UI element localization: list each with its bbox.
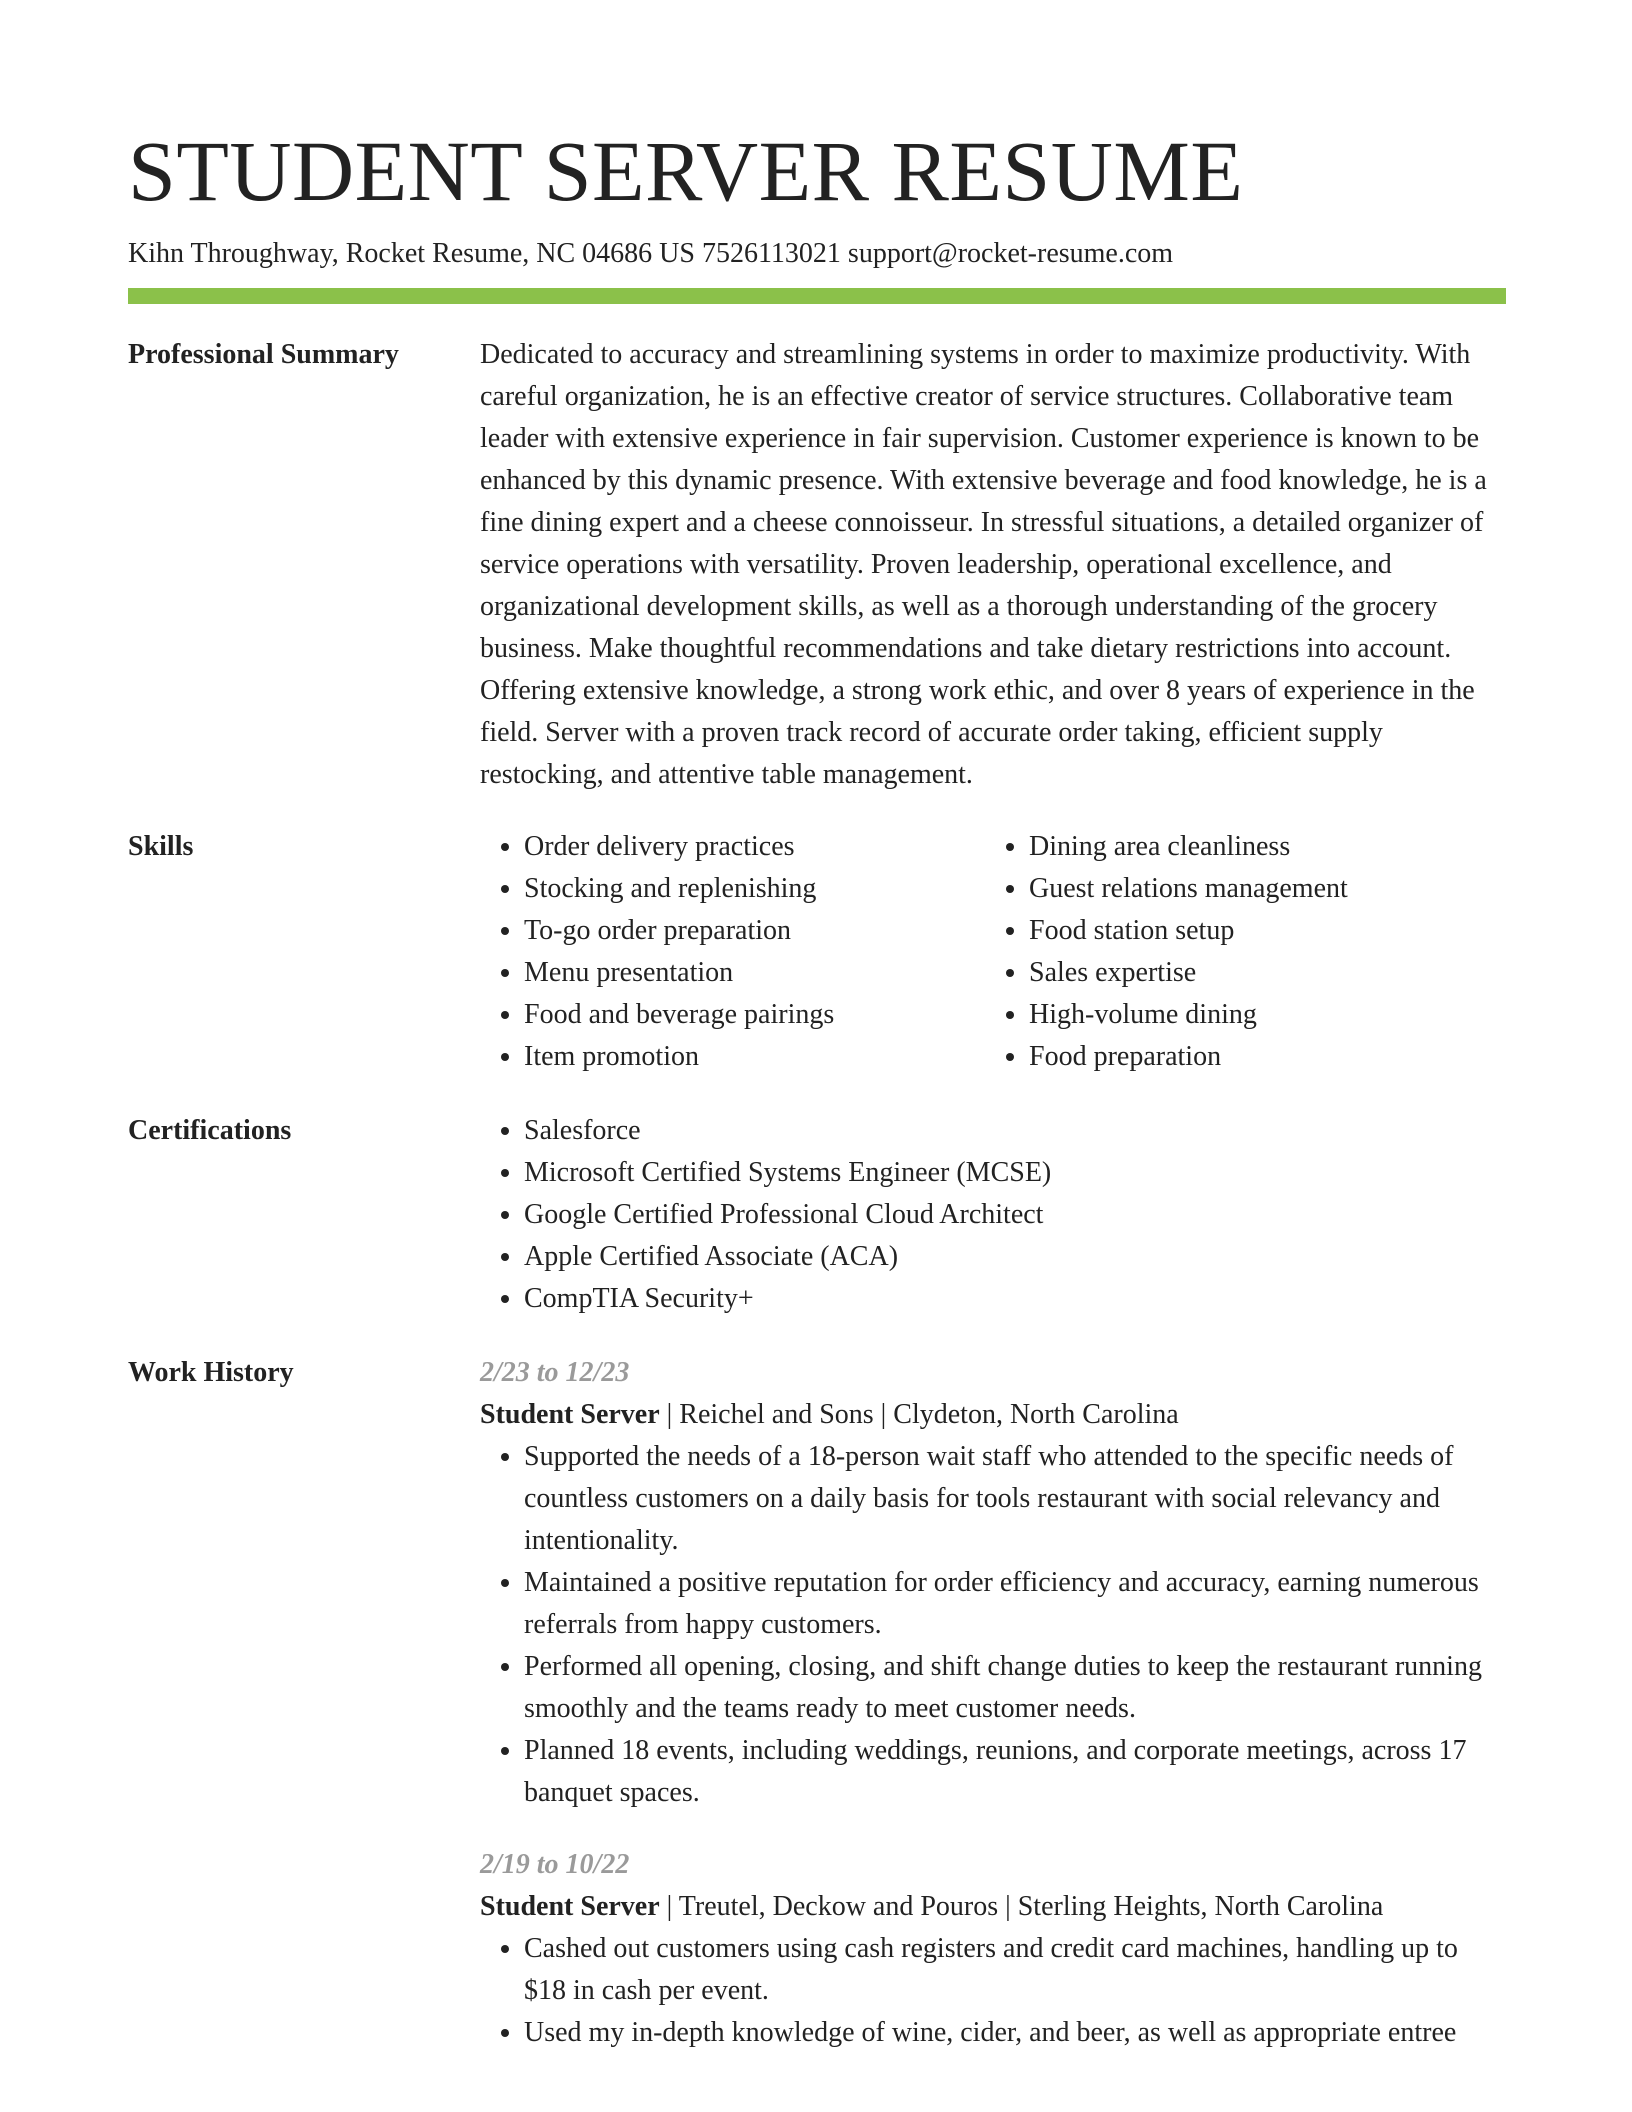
skills-columns xyxy=(480,826,1506,1078)
skill-item: • High-volume dining xyxy=(1029,994,1490,1036)
section-label-work-history: Work History xyxy=(128,1357,294,1388)
skill-item: • Order delivery practices xyxy=(524,826,985,868)
skill-item: • Stocking and replenishing xyxy=(524,868,985,910)
certification-item: • Google Certified Professional Cloud Architect xyxy=(524,1194,1506,1236)
skill-item: • Menu presentation xyxy=(524,952,985,994)
summary-text: Dedicated to accuracy and streamlining systems in order to maximize productivity. With careful organization, he is an effective creator of service structures. Collaborative team leader with extensive experience in fair supervision. Customer experience is known to be enhanced by this dynamic presence. With extensive beverage and food knowledge, he is a fine dining expert and a cheese connoisseur. In stressful situations, a detailed organizer of service operations with versatility. Proven leadership, operational excellence, and organizational development skills, as well as a thorough understanding of the grocery business. Make thoughtful recommendations and take dietary restrictions into account. Offering extensive knowledge, a strong work ethic, and over 8 years of experience in the field. Server with a proven track record of accurate order taking, efficient supply restocking, and attentive table management. xyxy=(480,339,1487,790)
resume-page xyxy=(128,120,1506,2054)
job-title: Student Server xyxy=(480,1891,660,1922)
skill-item: • Food preparation xyxy=(1029,1036,1490,1078)
section-label-professional-summary: Professional Summary xyxy=(128,339,399,370)
skills-body xyxy=(480,826,1506,1078)
contact-info: Kihn Throughway, Rocket Resume, NC 04686 US 7526113021 support@rocket-resume.com xyxy=(128,238,1174,269)
skills-section xyxy=(128,826,1506,1078)
skills-column-right xyxy=(985,826,1490,1078)
job-bullet: • Maintained a positive reputation for order efficiency and accuracy, earning numerous referrals from happy customers. xyxy=(524,1562,1506,1646)
section-label-certifications: Certifications xyxy=(128,1115,292,1146)
job-employer-location: | Treutel, Deckow and Pouros | Sterling Heights, North Carolina xyxy=(659,1891,1384,1922)
skill-item: • Sales expertise xyxy=(1029,952,1490,994)
skills-column-left xyxy=(480,826,985,1078)
job-title: Student Server xyxy=(480,1399,660,1430)
skill-item: • Item promotion xyxy=(524,1036,985,1078)
professional-summary-body xyxy=(480,334,1506,796)
skills-list-left xyxy=(480,826,985,1078)
job-bullet: • Used my in-depth knowledge of wine, cider, and beer, as well as appropriate entree xyxy=(524,2012,1506,2054)
resume-title: STUDENT SERVER RESUME xyxy=(128,123,1244,219)
work-history-section xyxy=(128,1352,1506,2054)
work-history-body xyxy=(480,1352,1506,2054)
certification-item: • Salesforce xyxy=(524,1110,1506,1152)
job-bullet: • Cashed out customers using cash registers and credit card machines, handling up to $18 in cash per event. xyxy=(524,1928,1506,2012)
job-entry xyxy=(480,1352,1506,1814)
section-label-skills: Skills xyxy=(128,831,194,862)
job-header xyxy=(480,1394,1506,1436)
certifications-body xyxy=(480,1110,1506,1320)
skills-list-right xyxy=(985,826,1490,1078)
skill-item: • Food and beverage pairings xyxy=(524,994,985,1036)
skill-item: • To-go order preparation xyxy=(524,910,985,952)
skill-item: • Dining area cleanliness xyxy=(1029,826,1490,868)
skill-item: • Guest relations management xyxy=(1029,868,1490,910)
job-dates: 2/19 to 10/22 xyxy=(480,1849,630,1880)
skill-item: • Food station setup xyxy=(1029,910,1490,952)
job-bullet: • Performed all opening, closing, and shift change duties to keep the restaurant running smoothly and the teams ready to meet customer needs. xyxy=(524,1646,1506,1730)
job-employer-location: | Reichel and Sons | Clydeton, North Carolina xyxy=(659,1399,1179,1430)
job-bullets xyxy=(480,1436,1506,1814)
job-entry xyxy=(480,1844,1506,2054)
job-bullets xyxy=(480,1928,1506,2054)
professional-summary-section xyxy=(128,334,1506,796)
job-header xyxy=(480,1886,1506,1928)
accent-divider xyxy=(128,288,1506,304)
job-bullet: • Supported the needs of a 18-person wait staff who attended to the specific needs of countless customers on a daily basis for tools restaurant with social relevancy and intentionality. xyxy=(524,1436,1506,1562)
certifications-section xyxy=(128,1110,1506,1320)
job-bullet: • Planned 18 events, including weddings, reunions, and corporate meetings, across 17 banquet spaces. xyxy=(524,1730,1506,1814)
certification-item: • Microsoft Certified Systems Engineer (MCSE) xyxy=(524,1152,1506,1194)
certifications-list xyxy=(480,1110,1506,1320)
certification-item: • CompTIA Security+ xyxy=(524,1278,1506,1320)
job-dates: 2/23 to 12/23 xyxy=(480,1357,630,1388)
certification-item: • Apple Certified Associate (ACA) xyxy=(524,1236,1506,1278)
